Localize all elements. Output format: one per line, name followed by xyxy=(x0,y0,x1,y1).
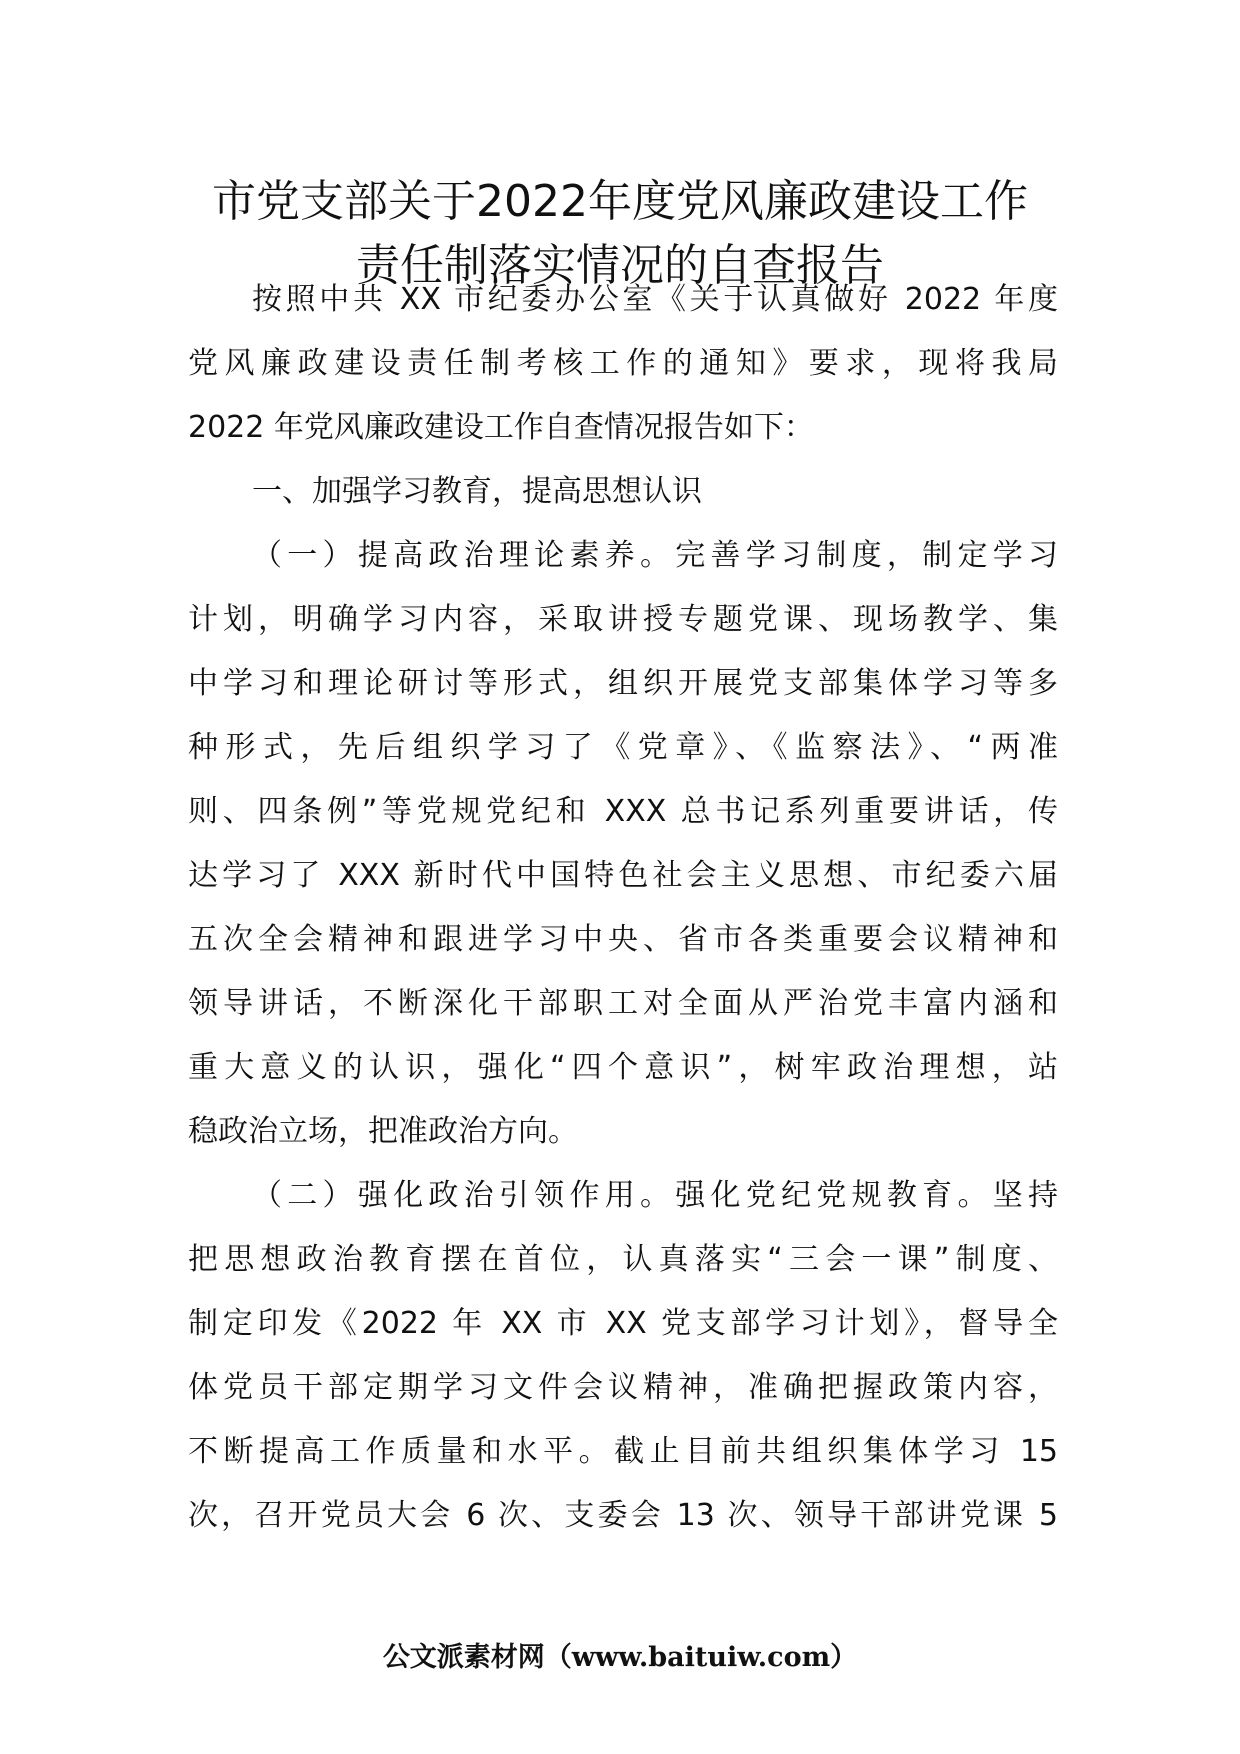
paragraph-line: （一）提高政治理论素养。完善学习制度，制定学习 xyxy=(252,538,1058,573)
paragraph-line: 党风廉政建设责任制考核工作的通知》要求，现将我局 xyxy=(188,346,1058,381)
paragraph-line: 次，召开党员大会 6 次、支委会 13 次、领导干部讲党课 5 xyxy=(188,1498,1058,1533)
paragraph-line: 重大意义的认识，强化“四个意识”，树牢政治理想，站 xyxy=(188,1050,1058,1085)
paragraph-line: 按照中共 XX 市纪委办公室《关于认真做好 2022 年度 xyxy=(252,282,1058,317)
paragraph-line: （二）强化政治引领作用。强化党纪党规教育。坚持 xyxy=(252,1178,1058,1213)
paragraph-line: 中学习和理论研讨等形式，组织开展党支部集体学习等多 xyxy=(188,666,1058,701)
title-line: 责任制落实情况的自查报告 xyxy=(356,240,884,291)
paragraph-line: 则、四条例”等党规党纪和 XXX 总书记系列重要讲话，传 xyxy=(188,794,1058,829)
paragraph-line: 达学习了 XXX 新时代中国特色社会主义思想、市纪委六届 xyxy=(188,858,1058,893)
paragraph-line: 制定印发《2022 年 XX 市 XX 党支部学习计划》，督导全 xyxy=(188,1306,1058,1341)
paragraph-line: 种形式，先后组织学习了《党章》、《监察法》、“两准 xyxy=(188,730,1058,765)
paragraph-line: 不断提高工作质量和水平。截止目前共组织集体学习 15 xyxy=(188,1434,1058,1469)
paragraph-line: 计划，明确学习内容，采取讲授专题党课、现场教学、集 xyxy=(188,602,1058,637)
paragraph-line: 体党员干部定期学习文件会议精神，准确把握政策内容， xyxy=(188,1370,1058,1405)
paragraph-line: 稳政治立场，把准政治方向。 xyxy=(188,1114,578,1149)
section-heading: 一、加强学习教育，提高思想认识 xyxy=(252,474,702,509)
paragraph-line: 把思想政治教育摆在首位，认真落实“三会一课”制度、 xyxy=(188,1242,1058,1277)
document-body xyxy=(188,268,1058,1548)
footer-watermark: 公文派素材网（www.baituiw.com） xyxy=(382,1642,858,1673)
title-line: 市党支部关于2022年度党风廉政建设工作 xyxy=(212,176,1028,227)
paragraph-line: 五次全会精神和跟进学习中央、省市各类重要会议精神和 xyxy=(188,922,1058,957)
paragraph-line: 领导讲话，不断深化干部职工对全面从严治党丰富内涵和 xyxy=(188,986,1058,1021)
paragraph-line: 2022 年党风廉政建设工作自查情况报告如下： xyxy=(188,410,814,445)
